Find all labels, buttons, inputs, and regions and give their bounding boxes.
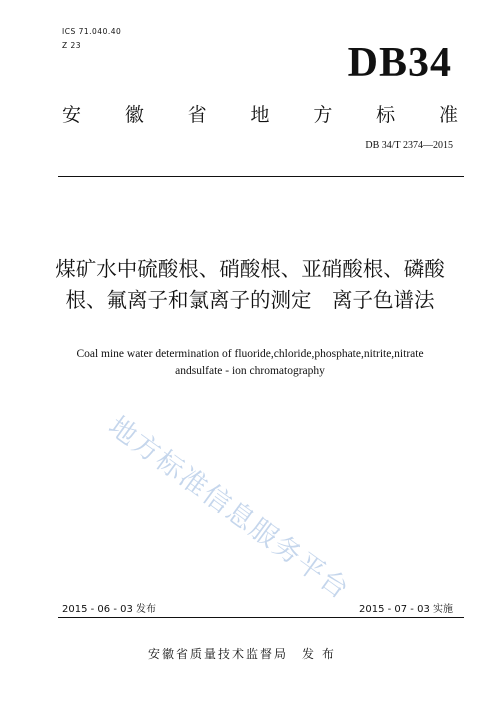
ics-code: ICS 71.040.40 [62, 27, 122, 36]
issuing-authority: 安徽省质量技术监督局 发 布 [148, 647, 336, 661]
watermark: 地方标准信息服务平台 [102, 410, 356, 607]
province-char: 安 [62, 104, 82, 126]
province-char: 省 [187, 104, 207, 126]
chinese-title-line: 煤矿水中硫酸根、硝酸根、亚硝酸根、磷酸 [55, 257, 445, 281]
english-title-line: andsulfate - ion chromatography [175, 365, 325, 377]
chinese-title [32, 254, 468, 316]
province-char: 准 [438, 104, 458, 126]
standard-number: DB 34/T 2374—2015 [365, 140, 453, 151]
english-title [48, 346, 452, 380]
implementation-date: 2015 - 07 - 03 实施 [358, 604, 453, 615]
top-divider [58, 176, 464, 177]
bottom-divider [58, 617, 464, 618]
classification-code: Z 23 [62, 41, 82, 50]
province-char: 方 [313, 104, 333, 126]
db34-logo: DB34 [347, 40, 452, 86]
province-standard-heading [62, 100, 458, 127]
province-char: 徽 [124, 104, 144, 126]
english-title-line: Coal mine water determination of fluoride,chloride,phosphate,nitrite,nitrate [76, 348, 424, 360]
province-char: 标 [376, 104, 396, 126]
province-char: 地 [250, 104, 270, 126]
issue-date: 2015 - 06 - 03 发布 [62, 604, 157, 615]
chinese-title-line: 根、氟离子和氯离子的测定 离子色谱法 [65, 288, 435, 312]
